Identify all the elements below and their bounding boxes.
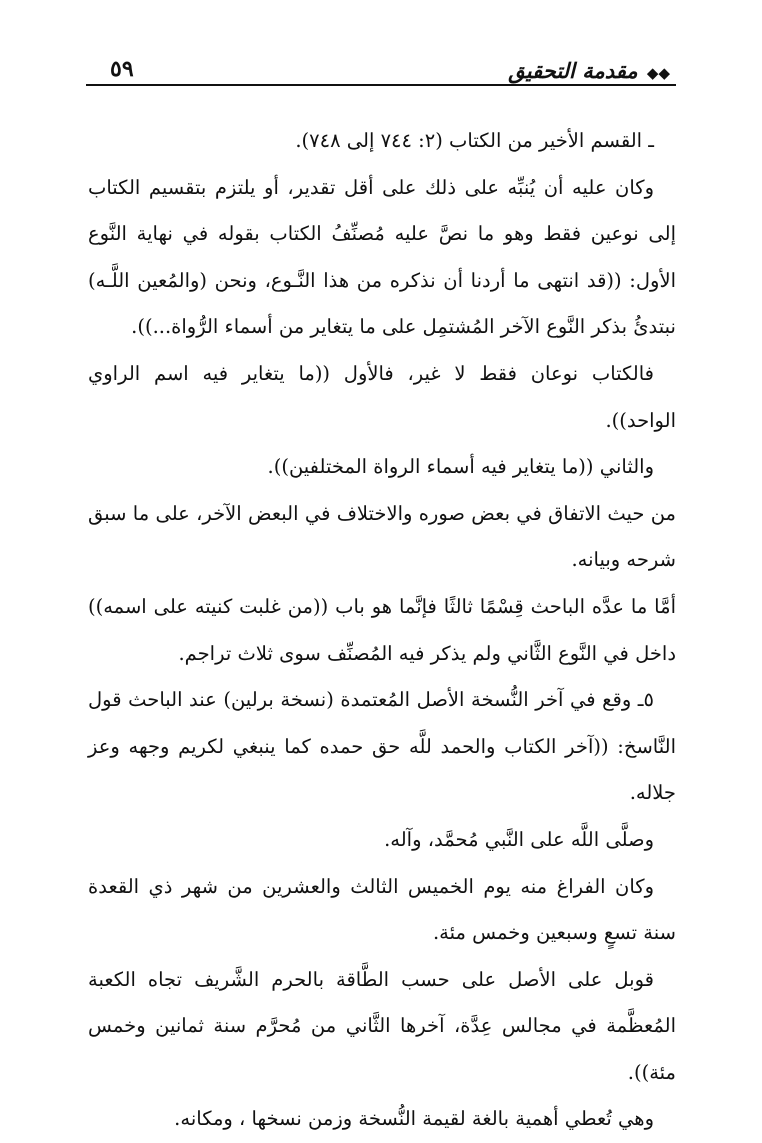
- paragraph: وكان الفراغ منه يوم الخميس الثالث والعشرين من شهر ذي القعدة سنة تسعٍ وسبعين وخمس مئة.: [88, 874, 676, 945]
- page-number: ٥٩: [110, 56, 134, 82]
- paragraph: ـ القسم الأخير من الكتاب (٢: ٧٤٤ إلى ٧٤٨).: [295, 129, 654, 152]
- paragraph: فالكتاب نوعان فقط لا غير، فالأول ((ما يتغاير فيه اسم الراوي الواحد)).: [88, 361, 676, 432]
- paragraph: أمَّا ما عدَّه الباحث قِسْمًا ثالثًا فإنَّما هو باب ((من غلبت كنيته على اسمه)) داخل في النَّوع الثَّاني ولم يذكر فيه المُصنِّف سوى ثلاث تراجم.: [88, 594, 676, 665]
- header-rule: [86, 84, 676, 86]
- paragraph: قوبل على الأصل على حسب الطَّاقة بالحرم الشَّريف تجاه الكعبة المُعظَّمة في مجالس عِدَّة، آخرها الثَّاني من مُحرَّم سنة ثمانين وخمس مئة)).: [88, 967, 676, 1084]
- running-title: [508, 58, 670, 83]
- paragraph: ٥ـ وقع في آخر النُّسخة الأصل المُعتمدة (نسخة برلين) عند الباحث قول النَّاسخ: ((آخر الكتاب والحمد للَّه حق حمده كما ينبغي لكريم وجهه وعز جلاله.: [88, 688, 676, 805]
- paragraph: وهي تُعطي أهمية بالغة لقيمة النُّسخة وزمن نسخها ، ومكانه.: [174, 1107, 654, 1131]
- diamond-ornament-icon: ◆◆: [646, 64, 670, 82]
- paragraph: من حيث الاتفاق في بعض صوره والاختلاف في البعض الآخر، على ما سبق شرحه وبيانه.: [88, 501, 676, 572]
- paragraph: وصلَّى اللَّه على النَّبي مُحمَّد، وآله.: [384, 827, 654, 851]
- paragraph: والثاني ((ما يتغاير فيه أسماء الرواة المختلفين)).: [267, 455, 654, 479]
- body-text: [88, 118, 676, 1143]
- running-title-text: مقدمة التحقيق: [508, 58, 638, 83]
- paragraph: وكان عليه أن يُنبِّه على ذلك على أقل تقدير، أو يلتزم بتقسيم الكتاب إلى نوعين فقط وهو ما نصَّ عليه مُصنِّفُ الكتاب بقوله في نهاية النَّوع الأول: ((قد انتهى ما أردنا أن نذكره من هذا النَّـوع، ونحن (والمُعين اللَّـه) نبتدئُ بذكر النَّوع الآخر المُشتمِل على ما يتغاير من أسماء الرُّواة...)).: [88, 175, 676, 339]
- page-header: [86, 52, 676, 86]
